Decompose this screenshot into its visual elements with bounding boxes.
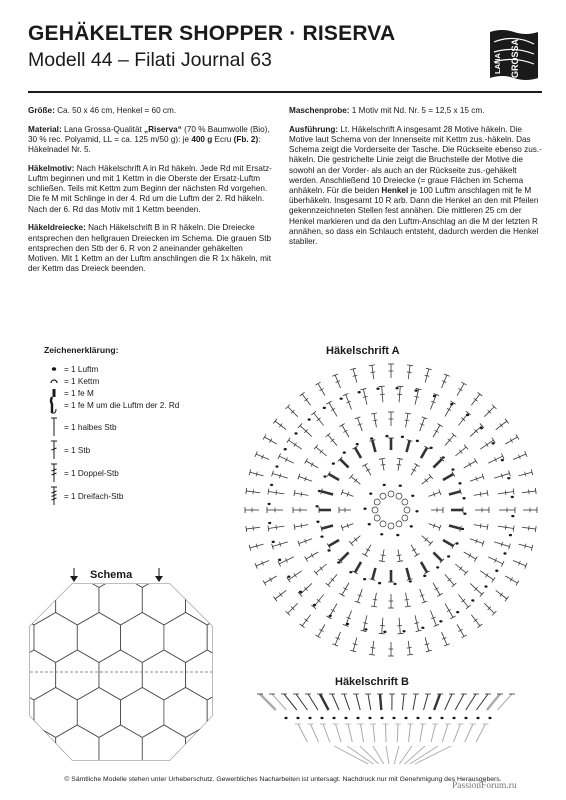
crochet-chart-b (236, 680, 546, 775)
crochet-motif-paragraph: Häkelmotiv: Nach Häkelschrift A in Rd häkeln. Jede Rd mit Ersatz-Luftm beginnen und mit 1 Kettm in die Oberste der Ersatz-Luftm schließen. Teils mit Kettm zum Beginn der nächsten Rd vorgehen. Die fe M mit Schlinge in der 4. Rd um die Luftm der 2. Rd häkeln. Nach der 6. Rd das Motiv mit 1 Kettm beenden. (28, 163, 272, 214)
gauge-paragraph: Maschenprobe: 1 Motiv mit Nd. Nr. 5 = 12,5 x 15 cm. (289, 106, 485, 115)
legend-title: Zeichenerklärung: (44, 345, 119, 355)
legend-item: = 1 fe M (44, 383, 94, 403)
stb-icon (44, 440, 64, 460)
halbes-stb-icon (44, 417, 64, 437)
lana-grossa-logo-icon (488, 28, 540, 82)
svg-text:LANA: LANA (493, 53, 502, 74)
right-text-column (289, 106, 543, 256)
page-title: GEHÄKELTER SHOPPER · RISERVA (28, 22, 396, 45)
arrow-down-icon (155, 568, 163, 582)
legend-item: = 1 halbes Stb (44, 417, 117, 437)
page-header (28, 22, 542, 73)
arrow-down-icon (70, 568, 78, 582)
schema-title: Schema (90, 569, 133, 581)
crochet-chart-a (236, 360, 546, 660)
doppel-stb-icon (44, 463, 64, 483)
chart-b-title: Häkelschrift B (335, 676, 409, 688)
legend-item: = 1 fe M um die Luftm der 2. Rd (44, 395, 179, 415)
size-paragraph: Größe: Ca. 50 x 46 cm, Henkel = 60 cm. (28, 106, 177, 115)
legend-item: = 1 Doppel-Stb (44, 463, 119, 483)
dreifach-stb-icon (44, 486, 64, 506)
watermark: PassionForum.ru (452, 781, 517, 791)
instructions-paragraph: Ausführung: Lt. Häkelschrift A insgesamt 28 Motive häkeln. Die Motive laut Schema von der Innenseite mit Kettm zus.-häkeln. Das Schema zeigt die Vorderseite der Tasche. Die Rückseite ebenso zus.-häkeln. Die gestrichelte Linie zeigt die Bruchstelle der Motive die sowohl an der Vorder- als auch an der Rückseite zus.-gehäkelt werden. Anschließend 10 Dreiecke (= graue Flächen im Schema anhäkeln. Für die beiden Henkel je 100 Luftm anschlagen mit fe M überhäkeln. Insgesamt 10 R arb. Dann die Henkel an den mit Pfeilen gekennzeichneten Stellen fest annähen. Die mittleren 25 cm der Henkel markieren und da den Luftm-Anschlag an die M der letzten R annähen, so dass ein Schlauch entsteht, dadurch werden die Henkel stabiler. (289, 124, 542, 246)
legend-item: = 1 Stb (44, 440, 90, 460)
left-text-column (28, 106, 276, 283)
legend-item: = 1 Dreifach-Stb (44, 486, 123, 506)
legend-item: = 1 Luftm (44, 359, 98, 379)
assembly-schema (26, 582, 216, 762)
material-paragraph: Material: Lana Grossa-Qualität „Riserva“ (70 % Baumwolle (Bio), 30 % rec. Polyamid, LL = ca. 125 m/50 g): je 400 g Ecru (Fb. 2): Häkelnadel Nr. 5. (28, 124, 270, 155)
crochet-triangles-paragraph: Häkeldreiecke: Nach Häkelschrift B in R häkeln. Die Dreiecke entsprechen den hellgrauen Dreiecken im Schema. Die grauen Stb entsprechen den Stb der 6. R von 2 aneinander gehäkelten Motiven. Mit 1 Kettm an der Luftm anschlingen die R 1x häkeln, mit der Kettm das Dreieck beenden. (28, 223, 272, 274)
fe-m-loop-icon (44, 395, 64, 415)
chart-a-title: Häkelschrift A (326, 345, 400, 357)
copyright-footer: © Sämtliche Modelle stehen unter Urheberschutz. Gewerbliches Nacharbeiten ist untersagt. Nachdruck nur mit Genehmigung des Herausgebers. (64, 776, 502, 783)
legend-item: = 1 Kettm (44, 371, 99, 391)
svg-text:GROSSA: GROSSA (510, 38, 520, 78)
header-divider (28, 91, 542, 93)
symbol-legend (44, 345, 244, 501)
page-subtitle: Modell 44 – Filati Journal 63 (28, 49, 272, 71)
